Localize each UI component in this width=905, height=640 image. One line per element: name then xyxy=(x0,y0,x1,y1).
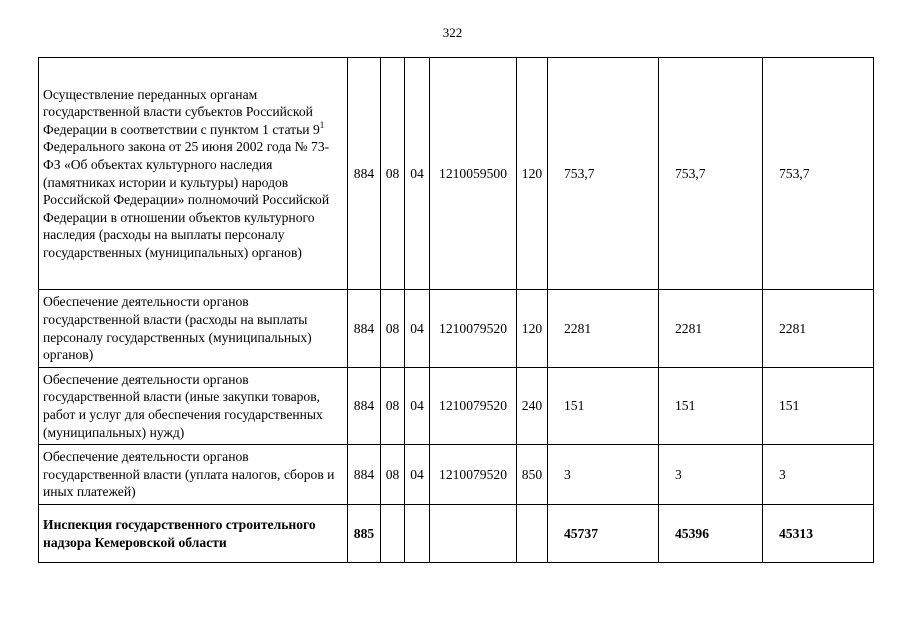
ministry-code-cell: 884 xyxy=(348,290,381,368)
ministry-code-cell: 885 xyxy=(348,505,381,563)
description-text: Обеспечение деятельности органов государственной власти (расходы на выплаты персоналу государственных (муниципальных) органов) xyxy=(43,294,312,363)
ministry-code-cell: 884 xyxy=(348,58,381,290)
expense-type-cell: 120 xyxy=(517,58,548,290)
expense-type-cell xyxy=(517,505,548,563)
value-3-cell: 151 xyxy=(763,368,874,445)
value-1-cell: 3 xyxy=(548,445,659,505)
row-description xyxy=(39,445,348,505)
value-2-cell: 753,7 xyxy=(659,58,763,290)
table-row xyxy=(39,290,874,368)
subsection-code-cell: 04 xyxy=(405,290,430,368)
target-article-cell: 1210079520 xyxy=(430,368,517,445)
description-text: Обеспечение деятельности органов государственной власти (иные закупки товаров, работ и услуг для обеспечения государственных (муниципальных) нужд) xyxy=(43,371,323,440)
section-code-cell: 08 xyxy=(381,290,405,368)
table-row xyxy=(39,445,874,505)
row-description xyxy=(39,58,348,290)
value-2-cell: 2281 xyxy=(659,290,763,368)
subsection-code-cell: 04 xyxy=(405,368,430,445)
expense-type-cell: 240 xyxy=(517,368,548,445)
description-text: Инспекция государственного строительного надзора Кемеровской области xyxy=(43,516,316,550)
subsection-code-cell: 04 xyxy=(405,58,430,290)
page-number: 322 xyxy=(442,25,463,40)
expense-type-cell: 120 xyxy=(517,290,548,368)
value-1-cell: 753,7 xyxy=(548,58,659,290)
value-2-cell: 151 xyxy=(659,368,763,445)
row-description xyxy=(39,368,348,445)
section-code-cell: 08 xyxy=(381,368,405,445)
value-3-cell: 753,7 xyxy=(763,58,874,290)
ministry-code-cell: 884 xyxy=(348,368,381,445)
superscript-text: 1 xyxy=(319,119,325,130)
value-1-cell: 2281 xyxy=(548,290,659,368)
value-2-cell: 45396 xyxy=(659,505,763,563)
value-3-cell: 3 xyxy=(763,445,874,505)
description-text: Осуществление переданных органам государственной власти субъектов Российской Федерации в соответствии с пунктом 1 статьи 9 xyxy=(43,86,320,137)
ministry-code-cell: 884 xyxy=(348,445,381,505)
table-row xyxy=(39,368,874,445)
target-article-cell: 1210059500 xyxy=(430,58,517,290)
expense-type-cell: 850 xyxy=(517,445,548,505)
table-row xyxy=(39,505,874,563)
target-article-cell xyxy=(430,505,517,563)
description-text: Обеспечение деятельности органов государственной власти (уплата налогов, сборов и иных платежей) xyxy=(43,449,335,500)
subsection-code-cell xyxy=(405,505,430,563)
subsection-code-cell: 04 xyxy=(405,445,430,505)
row-description xyxy=(39,505,348,563)
value-1-cell: 45737 xyxy=(548,505,659,563)
row-description xyxy=(39,290,348,368)
section-code-cell xyxy=(381,505,405,563)
description-text-continued: Федерального закона от 25 июня 2002 года № 73-ФЗ «Об объектах культурного наследия (памятниках истории и культуры) народов Российской Федерации» полномочий Российской Федерации в отношении объектов культурного наследия (расходы на выплаты персоналу государственных (муниципальных) органов) xyxy=(43,139,330,260)
value-3-cell: 45313 xyxy=(763,505,874,563)
target-article-cell: 1210079520 xyxy=(430,445,517,505)
value-1-cell: 151 xyxy=(548,368,659,445)
value-3-cell: 2281 xyxy=(763,290,874,368)
budget-table xyxy=(38,57,874,563)
section-code-cell: 08 xyxy=(381,58,405,290)
section-code-cell: 08 xyxy=(381,445,405,505)
target-article-cell: 1210079520 xyxy=(430,290,517,368)
table-row xyxy=(39,58,874,290)
value-2-cell: 3 xyxy=(659,445,763,505)
